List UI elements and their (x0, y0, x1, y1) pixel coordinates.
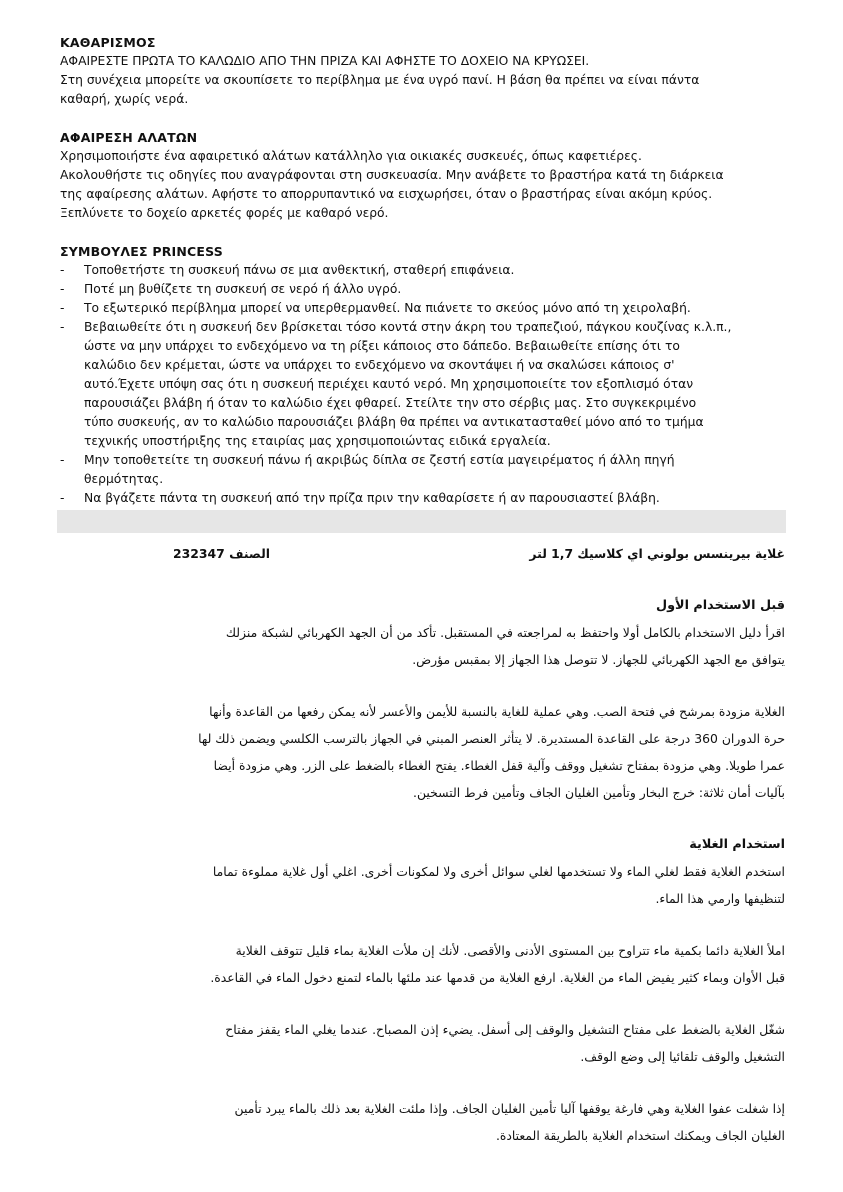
greek-instructions (60, 33, 795, 527)
bullet-dash: - (60, 320, 65, 334)
bullet-dash: - (60, 491, 65, 505)
descaling-line: Ξεπλύνετε το δοχείο αρκετές φορές με καθαρό νερό. (60, 206, 389, 220)
tip-line: τύπο συσκευής, αν το καλώδιο παρουσιάζει βλάβη θα πρέπει να αντικατασταθεί μόνο από το τμήμα (84, 415, 704, 429)
paragraph-line: الغليان الجاف ويمكنك استخدام الغلاية بالطريقة المعتادة. (495, 1128, 785, 1143)
paragraph-line: استخدم الغلاية فقط لغلي الماء ولا تستخدمها لغلي سوائل أخرى ولا لمكونات أخرى. اغلي أول غلاية مملوءة تماما (212, 864, 785, 879)
tip-line: Βεβαιωθείτε ότι η συσκευή δεν βρίσκεται τόσο κοντά στην άκρη του τραπεζιού, πάγκου κουζίνας κ.λ.π., (84, 320, 732, 334)
paragraph-line: عمرا طويلا. وهي مزودة بمفتاح تشغيل ووقف وآلية قفل الغطاء. يفتح الغطاء بالضغط على الزر. وهي مزودة أيضا (213, 758, 785, 773)
paragraph-line: يتوافق مع الجهد الكهربائي للجهاز. لا تتوصل هذا الجهاز إلا بمقبس مؤرض. (412, 652, 785, 667)
tips-title: ΣΥΜΒΟΥΛΕΣ PRINCESS (60, 244, 223, 259)
bullet-dash: - (60, 263, 65, 277)
tip-line: αυτό.Έχετε υπόψη σας ότι η συσκευή περιέχει καυτό νερό. Μη χρησιμοποιείτε τον εξοπλισμό όταν (84, 377, 694, 391)
tip-line: ώστε να μην υπάρχει το ενδεχόμενο να τη ρίξει κάποιος στο δάπεδο. Βεβαιωθείτε επίσης ότι το (84, 339, 680, 353)
bullet-dash: - (60, 453, 65, 467)
descaling-line: της αφαίρεσης αλάτων. Αφήστε το απορρυπαντικό να εισχωρήσει, όταν ο βραστήρας είναι ακόμη κρύος. (60, 187, 713, 201)
tip-line: καλώδιο δεν κρέμεται, ώστε να υπάρχει το ενδεχόμενο να σκοντάψει ή να σκαλώσει κάποιος σ' (84, 358, 675, 372)
tip-line: Να βγάζετε πάντα τη συσκευή από την πρίζα πριν την καθαρίσετε ή αν παρουσιαστεί βλάβη. (84, 491, 660, 505)
descaling-line: Χρησιμοποιήστε ένα αφαιρετικό αλάτων κατάλληλο για οικιακές συσκευές, όπως καφετιέρες. (60, 149, 642, 163)
descaling-title: ΑΦΑΙΡΕΣΗ ΑΛΑΤΩΝ (60, 130, 198, 145)
paragraph-line: التشغيل والوقف تلقائيا إلى وضع الوقف. (580, 1049, 785, 1064)
section-title: استخدام الغلاية (689, 837, 785, 852)
descaling-section (60, 128, 795, 223)
tip-item (60, 280, 795, 299)
paragraph-line: املأ الغلاية دائما بكمية ماء تتراوح بين المستوى الأدنى والأقصى. لأنك إن ملأت الغلاية بماء قليل تتوقف الغلاية (235, 943, 785, 958)
language-divider-band (57, 510, 786, 533)
arabic-header (58, 540, 785, 567)
tip-item (60, 451, 795, 489)
cleaning-section (60, 33, 795, 109)
cleaning-title: ΚΑΘΑΡΙΣΜΟΣ (60, 35, 156, 50)
paragraph-line: قبل الأوان وبماء كثير يفيض الماء من الغلاية. ارفع الغلاية من قدمها عند ملئها بالماء لتمنع دخول الماء في القاعدة. (210, 970, 785, 985)
cleaning-line: ΑΦΑΙΡΕΣΤΕ ΠΡΩΤΑ ΤΟ ΚΑΛΩΔΙΟ ΑΠΟ ΤΗΝ ΠΡΙΖΑ ΚΑΙ ΑΦΗΣΤΕ ΤΟ ΔΟΧΕΙΟ ΝΑ ΚΡΥΩΣΕΙ. (60, 54, 590, 68)
arabic-instructions (58, 540, 785, 1149)
tip-item (60, 299, 795, 318)
product-name: غلاية بيرينسس بولوني اي كلاسيك 1,7 لتر (529, 546, 785, 561)
tip-line: παρουσιάζει βλάβη ή όταν το καλώδιο έχει φθαρεί. Στείλτε την στο σέρβις μας. Στο συγκεκριμένο (84, 396, 697, 410)
tip-line: Το εξωτερικό περίβλημα μπορεί να υπερθερμανθεί. Να πιάνετε το σκεύος μόνο από τη χειρολαβή. (84, 301, 691, 315)
tip-line: Μην τοποθετείτε τη συσκευή πάνω ή ακριβώς δίπλα σε ζεστή εστία μαγειρέματος ή άλλη πηγή (84, 453, 675, 467)
tip-item (60, 489, 795, 508)
paragraph-line: الغلاية مزودة بمرشح في فتحة الصب. وهي عملية للغاية بالنسبة للأيمن والأعسر لأنه يمكن رفعها من القاعدة وأنها (209, 704, 785, 719)
tip-item (60, 261, 795, 280)
cleaning-line: Στη συνέχεια μπορείτε να σκουπίσετε το περίβλημα με ένα υγρό πανί. Η βάση θα πρέπει να είναι πάντα (60, 73, 700, 87)
model-number: الصنف 232347 (173, 546, 270, 561)
tips-section (60, 242, 795, 508)
paragraph-line: شغّل الغلاية بالضغط على مفتاح التشغيل والوقف إلى أسفل. يضيء إذن المصباح. عندما يغلي الماء يقفز مفتاح (225, 1022, 785, 1037)
section-title: قبل الاستخدام الأول (655, 598, 785, 613)
cleaning-line: καθαρή, χωρίς νερά. (60, 92, 189, 106)
paragraph-line: إذا شغلت عفوا الغلاية وهي فارغة يوقفها آليا تأمين الغليان الجاف. وإذا ملئت الغلاية بعد ذلك بالماء يبرد تأمين (234, 1101, 785, 1116)
paragraph-line: حرة الدوران 360 درجة على القاعدة المستديرة. لا يتأثر العنصر المبني في الجهاز بالترسب الكلسي ويضمن ذلك لها (198, 731, 785, 746)
bullet-dash: - (60, 282, 65, 296)
descaling-line: Ακολουθήστε τις οδηγίες που αναγράφονται στη συσκευασία. Μην ανάβετε το βραστήρα κατά τη διάρκεια (60, 168, 724, 182)
tip-line: θερμότητας. (84, 472, 164, 486)
paragraph-line: اقرأ دليل الاستخدام بالكامل أولا واحتفظ به لمراجعته في المستقبل. تأكد من أن الجهد الكهربائي لشبكة منزلك (225, 625, 785, 640)
paragraph-line: لتنظيفها وارمي هذا الماء. (655, 891, 785, 906)
paragraph-line: بآليات أمان ثلاثة: خرج البخار وتأمين الغليان الجاف وتأمين فرط التسخين. (413, 785, 785, 800)
tip-item (60, 318, 795, 451)
tip-line: τεχνικής υποστήριξης της εταιρίας μας χρησιμοποιώντας ειδικά εργαλεία. (84, 434, 551, 448)
tip-line: Τοποθετήστε τη συσκευή πάνω σε μια ανθεκτική, σταθερή επιφάνεια. (84, 263, 515, 277)
tips-list (60, 261, 795, 508)
bullet-dash: - (60, 301, 65, 315)
tip-line: Ποτέ μη βυθίζετε τη συσκευή σε νερό ή άλλο υγρό. (84, 282, 402, 296)
